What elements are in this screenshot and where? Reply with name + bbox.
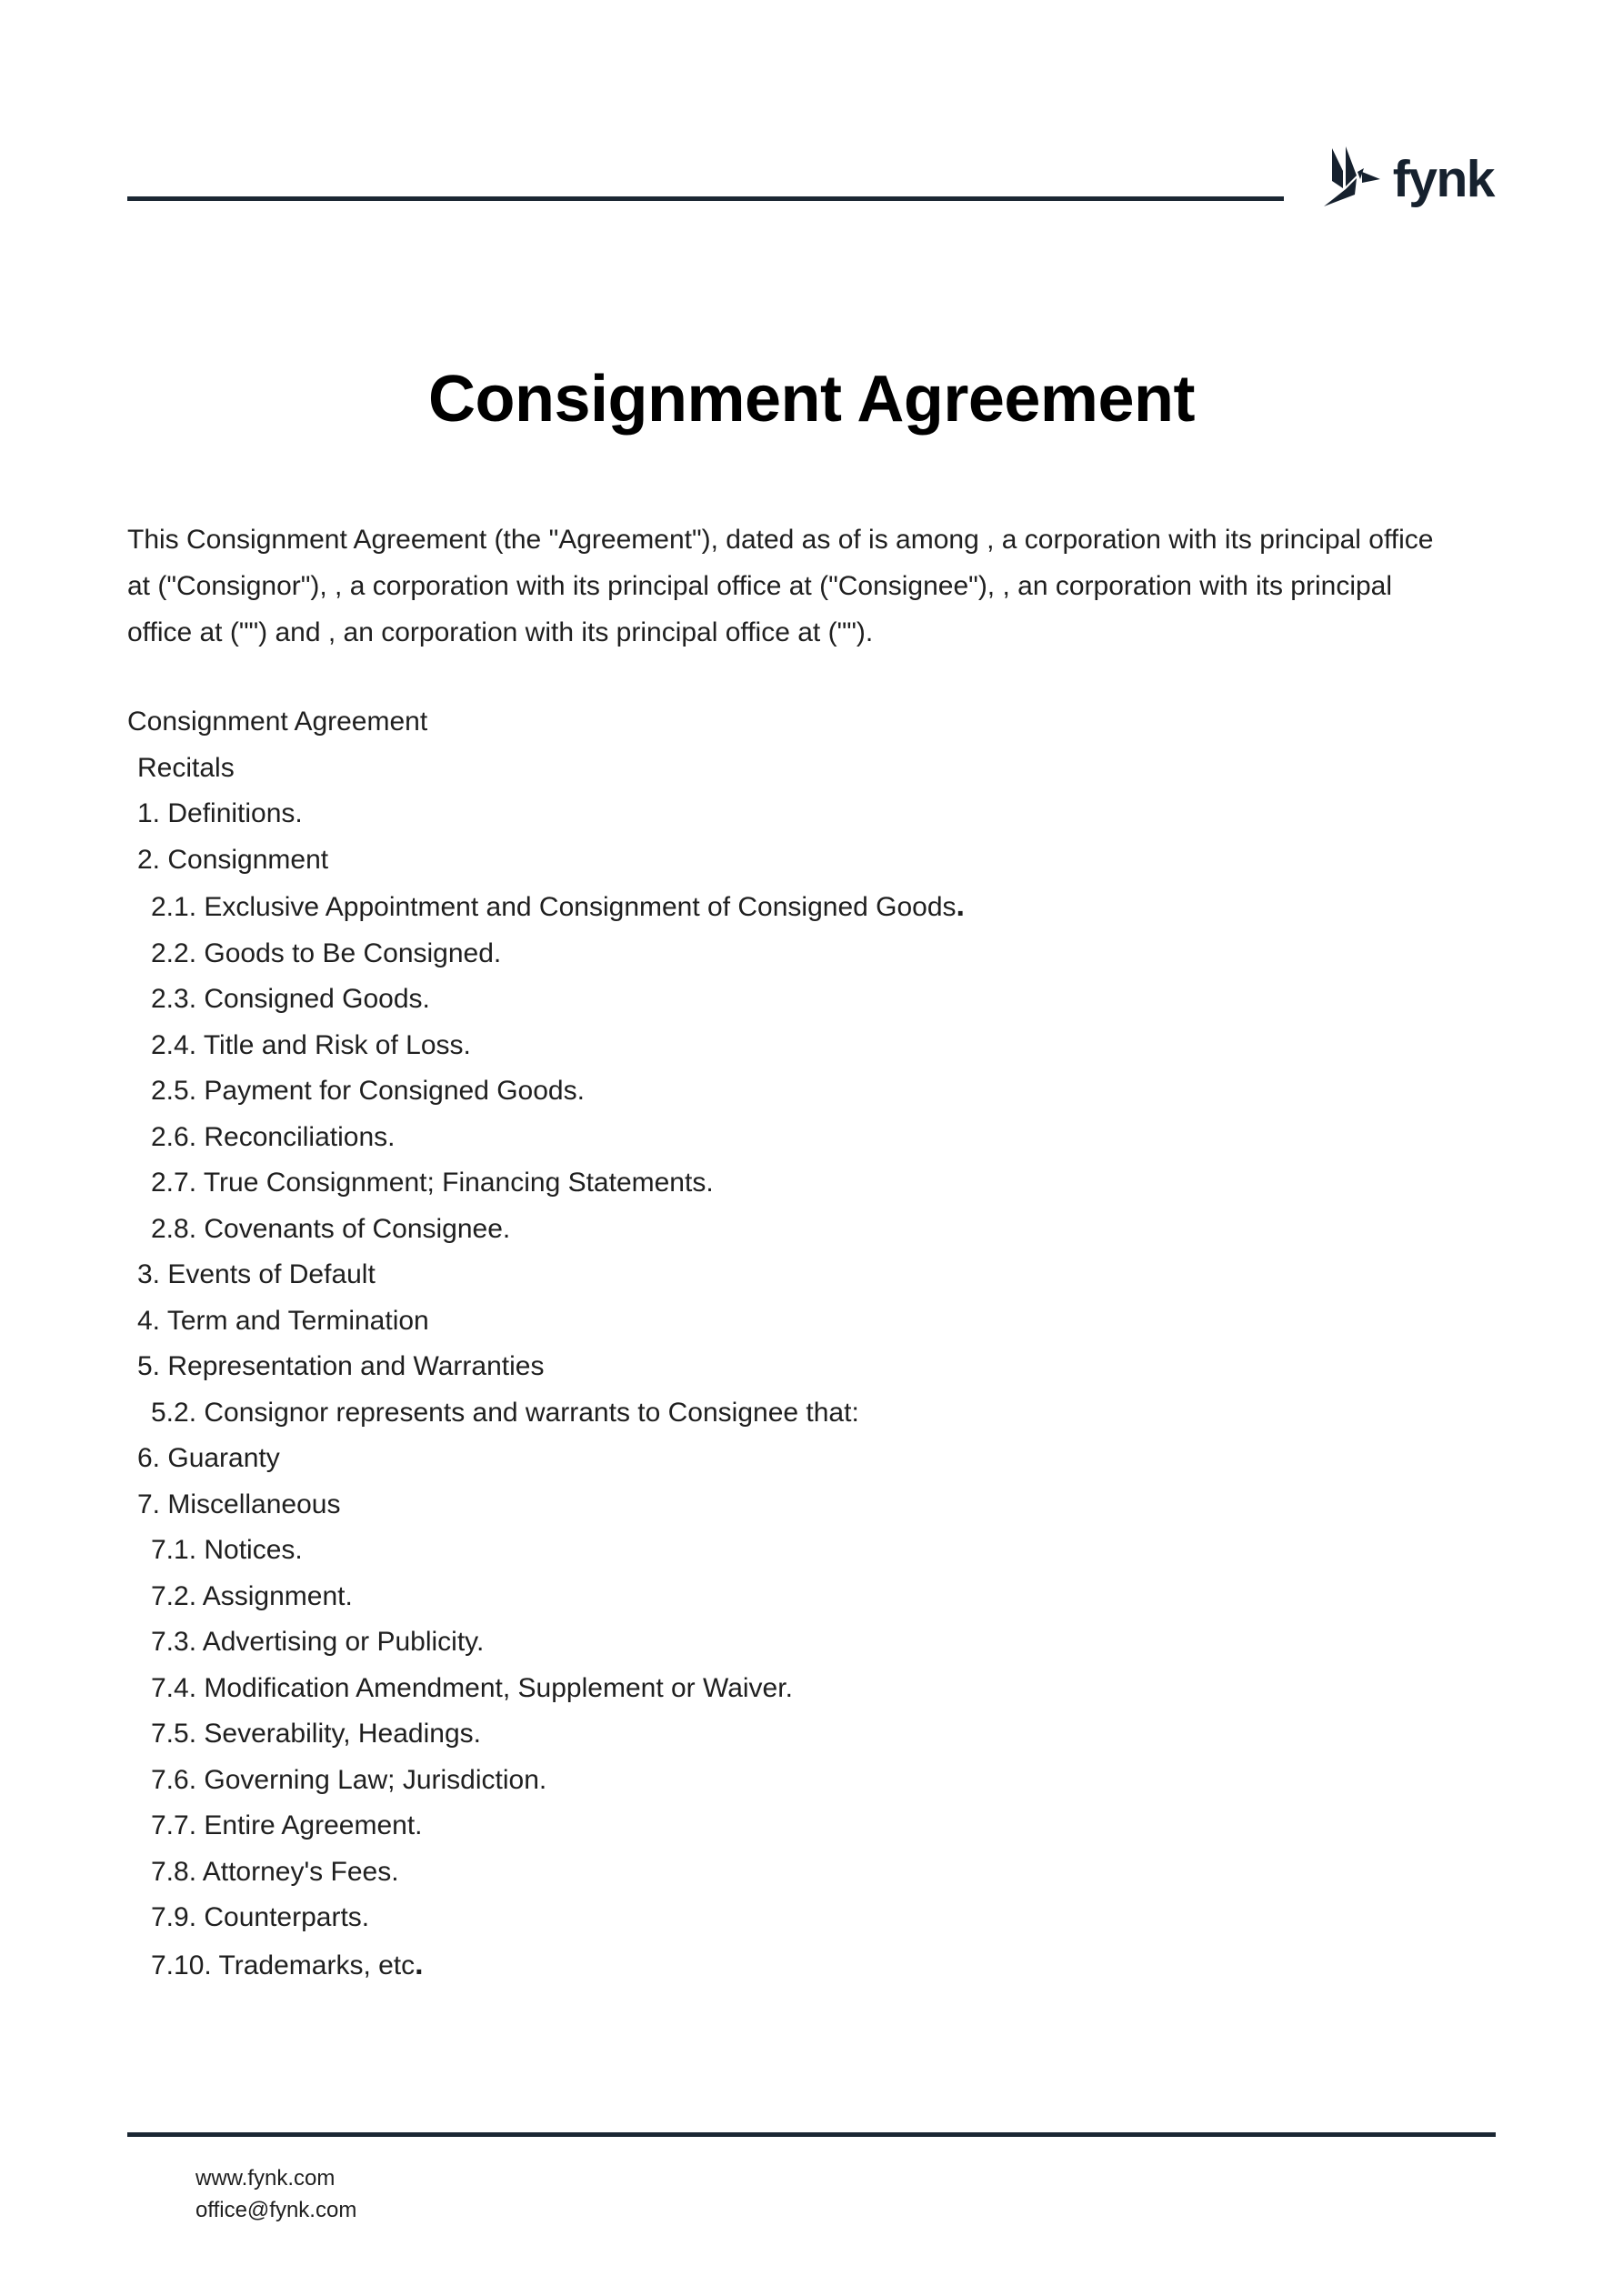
- toc-item[interactable]: [127, 883, 1496, 931]
- document-footer: [127, 2132, 1496, 2226]
- brand-name: fynk: [1392, 149, 1494, 208]
- toc-item-label: 2.6. Reconciliations.: [151, 1121, 396, 1152]
- toc-item-label: 2.5. Payment for Consigned Goods.: [151, 1076, 585, 1106]
- footer-email[interactable]: office@fynk.com: [195, 2198, 357, 2222]
- toc-item[interactable]: [127, 1895, 1496, 1941]
- toc-item-label: Consignment Agreement: [127, 707, 428, 737]
- toc-item-label: 7.2. Assignment.: [151, 1580, 353, 1611]
- toc-item[interactable]: [127, 1941, 1496, 1990]
- toc-item[interactable]: [127, 1666, 1496, 1712]
- toc-item[interactable]: [127, 837, 1496, 884]
- toc-item-label: 6. Guaranty: [137, 1443, 280, 1473]
- toc-item-label: 2.1. Exclusive Appointment and Consignment of Consigned Goods: [151, 892, 957, 922]
- toc-item-label: 2.7. True Consignment; Financing Statements.: [151, 1168, 714, 1198]
- toc-item[interactable]: [127, 1803, 1496, 1850]
- table-of-contents: [127, 699, 1496, 1989]
- toc-item[interactable]: [127, 931, 1496, 978]
- toc-item[interactable]: [127, 1528, 1496, 1574]
- toc-item-label: 7. Miscellaneous: [137, 1489, 341, 1519]
- header-divider-rule: [127, 196, 1284, 201]
- toc-item-label: 2.3. Consigned Goods.: [151, 984, 430, 1014]
- brand-lockup: [1284, 145, 1496, 210]
- footer-website[interactable]: www.fynk.com: [195, 2166, 336, 2191]
- toc-item[interactable]: [127, 699, 1496, 746]
- toc-item-label: 7.5. Severability, Headings.: [151, 1719, 481, 1749]
- toc-item-label: 5.2. Consignor represents and warrants to Consignee that:: [151, 1397, 859, 1428]
- toc-item-terminal-dot: .: [956, 888, 965, 923]
- toc-item-label: 5. Representation and Warranties: [137, 1351, 545, 1381]
- footer-contact-block: [127, 2162, 1496, 2226]
- toc-item-label: Recitals: [137, 752, 235, 783]
- intro-paragraph: This Consignment Agreement (the "Agreement"), dated as of is among , a corporation with its principal office at ("Consignor"), , a corporation with its principal office at ("Consignee"), , an corporation with its principal office at ("") and , an corporation with its principal office at ("").: [127, 525, 1434, 647]
- toc-item[interactable]: [127, 1436, 1496, 1482]
- toc-item-label: 7.4. Modification Amendment, Supplement or Waiver.: [151, 1672, 793, 1703]
- toc-item[interactable]: [127, 1850, 1496, 1896]
- toc-item[interactable]: [127, 1758, 1496, 1804]
- toc-item-label: 3. Events of Default: [137, 1259, 376, 1289]
- fynk-origami-bird-logo-icon: [1324, 145, 1380, 210]
- toc-item-label: 7.10. Trademarks, etc: [151, 1950, 416, 1980]
- toc-item-label: 7.3. Advertising or Publicity.: [151, 1627, 485, 1657]
- document-header: [127, 136, 1496, 218]
- toc-item-terminal-dot: .: [415, 1946, 424, 1981]
- toc-item[interactable]: [127, 1252, 1496, 1298]
- toc-item[interactable]: [127, 977, 1496, 1023]
- toc-item-label: 2.8. Covenants of Consignee.: [151, 1213, 511, 1244]
- toc-item[interactable]: [127, 1619, 1496, 1666]
- page-title: Consignment Agreement: [428, 363, 1195, 436]
- toc-item-label: 7.9. Counterparts.: [151, 1902, 370, 1932]
- toc-item[interactable]: [127, 1115, 1496, 1161]
- toc-item-label: 2. Consignment: [137, 844, 329, 875]
- toc-item-label: 4. Term and Termination: [137, 1305, 429, 1336]
- toc-item[interactable]: [127, 1298, 1496, 1345]
- toc-item-label: 7.8. Attorney's Fees.: [151, 1856, 399, 1887]
- toc-item[interactable]: [127, 1390, 1496, 1437]
- toc-item[interactable]: [127, 1574, 1496, 1620]
- toc-item-label: 2.4. Title and Risk of Loss.: [151, 1029, 471, 1060]
- toc-item-label: 2.2. Goods to Be Consigned.: [151, 937, 502, 968]
- toc-item[interactable]: [127, 1068, 1496, 1115]
- document-body: [127, 516, 1496, 1989]
- toc-item-label: 7.6. Governing Law; Jurisdiction.: [151, 1764, 547, 1795]
- toc-item[interactable]: [127, 1711, 1496, 1758]
- toc-item[interactable]: [127, 1160, 1496, 1207]
- footer-divider-rule: [127, 2132, 1496, 2137]
- toc-item-label: 7.7. Entire Agreement.: [151, 1810, 423, 1840]
- toc-item-label: 7.1. Notices.: [151, 1535, 303, 1565]
- toc-item[interactable]: [127, 1207, 1496, 1253]
- toc-item[interactable]: [127, 791, 1496, 837]
- toc-item[interactable]: [127, 1482, 1496, 1529]
- toc-item[interactable]: [127, 746, 1496, 792]
- toc-item[interactable]: [127, 1344, 1496, 1390]
- toc-item[interactable]: [127, 1023, 1496, 1069]
- toc-item-label: 1. Definitions.: [137, 798, 303, 828]
